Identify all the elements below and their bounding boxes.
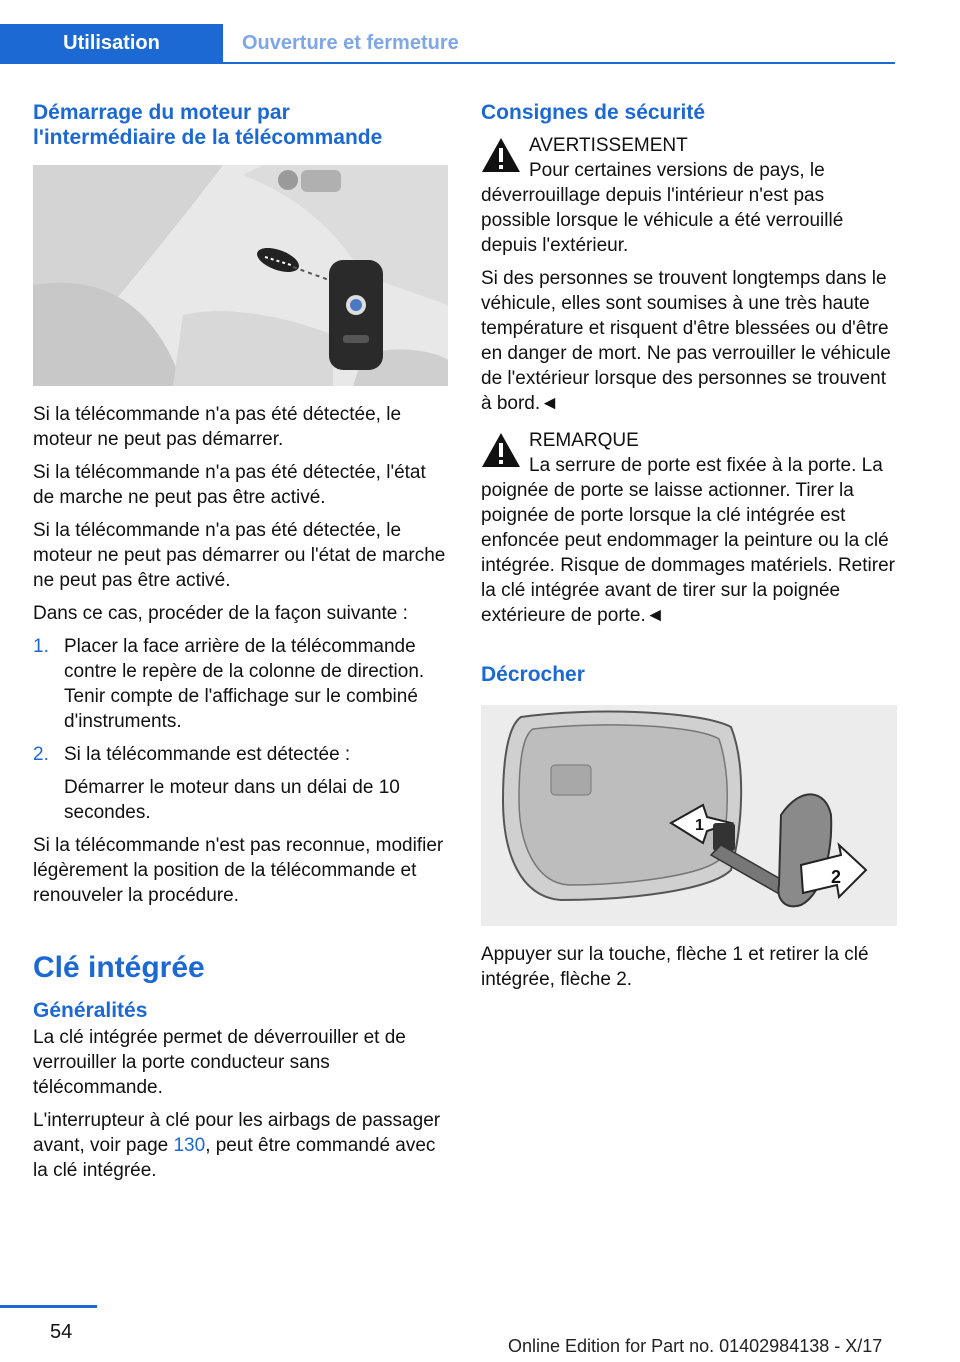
- step-subtext: Démarrer le moteur dans un délai de 10 secondes.: [64, 777, 400, 823]
- warning-block-avertissement: [481, 133, 897, 416]
- subsection-title-generalites: Généralités: [33, 999, 148, 1022]
- step-text: Si la télécommande est détectée :: [64, 744, 351, 765]
- paragraph-not-detected-3: Si la télécommande n'a pas été détectée, le moteur ne peut pas démarrer ou l'état de marche ne peut pas être activé.: [33, 520, 446, 591]
- airbag-text-end: , peut être commandé avec la clé intégrée.: [33, 1135, 436, 1181]
- procedure-step: [33, 634, 448, 734]
- warning-block-remarque: [481, 428, 897, 628]
- right-column: [481, 100, 897, 1000]
- procedure-steps: [33, 634, 448, 825]
- paragraph-not-detected-1: Si la télécommande n'a pas été détectée, le moteur ne peut pas démarrer.: [33, 404, 402, 450]
- paragraph-not-recognized: Si la télécommande n'est pas reconnue, modifier légèrement la position de la télécommande et renouveler la procédure.: [33, 835, 444, 906]
- figure-steering-column-remote: [33, 165, 448, 386]
- section-heading-decrocher: Décrocher: [481, 663, 585, 686]
- figure-caption: Appuyer sur la touche, flèche 1 et retirer la clé intégrée, flèche 2.: [481, 944, 869, 990]
- left-column: [33, 100, 448, 1191]
- paragraph-airbag-switch: [33, 1108, 448, 1183]
- airbag-text-start: L'interrupteur à clé pour les airbags de passager avant, voir page: [33, 1110, 441, 1156]
- warning-body-2: Si des personnes se trouvent longtemps dans le véhicule, elles sont soumises à une très haute température et risquent d'être blessées ou d'être en danger de mort. Ne pas verrouiller le véhicule de l'extérieur lorsque des personnes se trouvent à bord.◄: [481, 268, 891, 414]
- step-number: 2.: [33, 744, 49, 765]
- key-removal-illustration: [481, 705, 897, 926]
- warning-title: REMARQUE: [529, 430, 639, 451]
- section-heading-consignes: Consignes de sécurité: [481, 101, 706, 124]
- warning-triangle-icon: [481, 137, 521, 173]
- tab-utilisation[interactable]: Utilisation: [0, 24, 223, 62]
- edition-footer: Online Edition for Part no. 01402984138 - X/17: [508, 1336, 883, 1356]
- figure-label-1: 1: [695, 817, 704, 834]
- footer-accent-line: [0, 1305, 97, 1308]
- step-number: 1.: [33, 636, 49, 657]
- paragraph-procedure-intro: Dans ce cas, procéder de la façon suivante :: [33, 603, 408, 624]
- figure-label-2: 2: [831, 867, 842, 887]
- tab-ouverture-fermeture[interactable]: Ouverture et fermeture: [242, 31, 459, 54]
- paragraph-not-detected-2: Si la télécommande n'a pas été détectée, l'état de marche ne peut pas être activé.: [33, 462, 426, 508]
- warning-title: AVERTISSEMENT: [529, 135, 688, 156]
- warning-head: [481, 133, 897, 158]
- page-number: 54: [50, 1321, 73, 1343]
- page-reference-link[interactable]: 130: [173, 1135, 206, 1156]
- warning-triangle-icon: [481, 432, 521, 468]
- figure-key-removal: [481, 705, 897, 926]
- warning-body: Pour certaines versions de pays, le déverrouillage depuis l'intérieur n'est pas possible lorsque le véhicule a été verrouillé depuis l'extérieur.: [481, 160, 844, 256]
- section-title-cle-integree: Clé intégrée: [33, 951, 205, 984]
- paragraph-integrated-key: La clé intégrée permet de déverrouiller et de verrouiller la porte conducteur sans télécommande.: [33, 1027, 406, 1098]
- warning-head: [481, 428, 897, 453]
- steering-column-illustration: [33, 165, 448, 386]
- warning-body: La serrure de porte est fixée à la porte. La poignée de porte se laisse actionner. Tirer la poignée de porte lorsque la clé intégrée est enfoncée peut endommager la peinture ou la clé intégrée. Risque de dommages matériels. Retirer la clé intégrée avant de tirer sur la poignée extérieure de porte.◄: [481, 455, 895, 626]
- section-heading-demarrage: Démarrage du moteur par l'intermédiaire de la télécommande: [33, 101, 383, 149]
- step-text: Placer la face arrière de la télécommande contre le repère de la colonne de direction. Tenir compte de l'affichage sur le combiné d'instruments.: [64, 636, 425, 732]
- procedure-step: [33, 742, 448, 825]
- chapter-tabs: [0, 24, 895, 64]
